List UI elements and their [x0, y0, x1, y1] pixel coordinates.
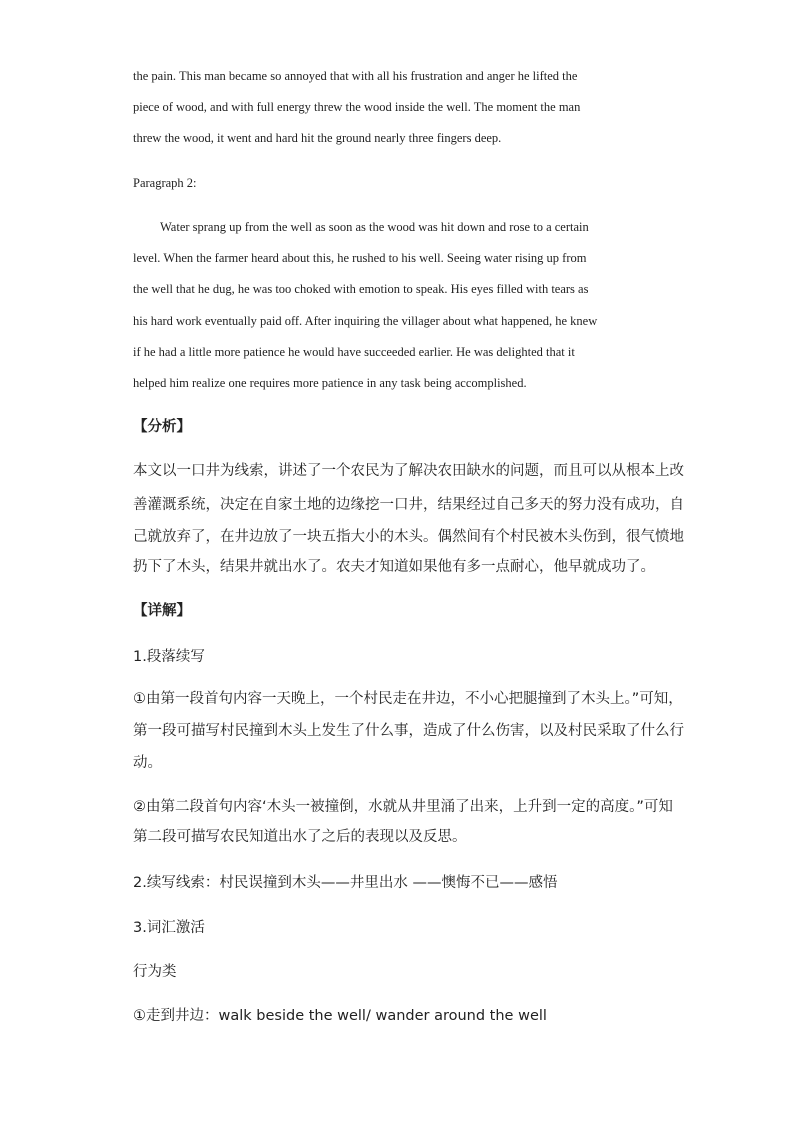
paragraph1-line-2: piece of wood, and with full energy threw the wood inside the well. The moment the man [133, 100, 581, 114]
paragraph2-line-4: his hard work eventually paid off. After inquiring the villager about what happened, he knew [133, 314, 598, 328]
category-label: 行为类 [133, 964, 177, 980]
analysis-line-3: 己就放弃了，在井边放了一块五指大小的木头。偶然间有个村民被木头伤到，很气愤地 [133, 529, 684, 545]
item1-line-2: 第一段可描写村民撞到木头上发生了什么事，造成了什么伤害，以及村民采取了什么行 [133, 723, 684, 739]
analysis-line-1: 本文以一口井为线索，讲述了一个农民为了解决农田缺水的问题，而且可以从根本上改 [133, 463, 684, 479]
item1-line-1: ①由第一段首句内容一天晚上，一个村民走在井边，不小心把腿撞到了木头上。”可知， [133, 691, 683, 707]
paragraph2-label: Paragraph 2: [133, 176, 197, 190]
analysis-line-4: 扔下了木头，结果井就出水了。农夫才知道如果他有多一点耐心，他早就成功了。 [133, 559, 655, 575]
section3-title: 3.词汇激活 [133, 920, 205, 936]
paragraph2-line-5: if he had a little more patience he would have succeeded earlier. He was delighted that it [133, 345, 575, 359]
paragraph2-line-3: the well that he dug, he was too choked with emotion to speak. His eyes filled with tears as [133, 282, 589, 296]
paragraph1-line-3: threw the wood, it went and hard hit the ground nearly three fingers deep. [133, 131, 502, 145]
item2-line-1: ②由第二段首句内容‘木头一被撞倒，水就从井里涌了出来，上升到一定的高度。”可知 [133, 799, 673, 815]
item1-line-3: 动。 [133, 755, 162, 771]
item2-line-2: 第二段可描写农民知道出水了之后的表现以及反思。 [133, 829, 467, 845]
detail-heading: 【详解】 [133, 603, 191, 619]
analysis-heading: 【分析】 [133, 419, 191, 435]
paragraph2-line-1: Water sprang up from the well as soon as the wood was hit down and rose to a certain [160, 220, 589, 234]
vocab-item-1: ①走到井边：walk beside the well/ wander around the well [133, 1008, 547, 1024]
paragraph1-line-1: the pain. This man became so annoyed that with all his frustration and anger he lifted the [133, 69, 578, 83]
section2-line: 2.续写线索：村民误撞到木头——井里出水 ——懊悔不已——感悟 [133, 875, 558, 891]
section1-title: 1.段落续写 [133, 649, 205, 665]
paragraph2-line-6: helped him realize one requires more patience in any task being accomplished. [133, 376, 527, 390]
analysis-line-2: 善灌溉系统，决定在自家土地的边缘挖一口井，结果经过自己多天的努力没有成功，自 [133, 497, 684, 513]
paragraph2-line-2: level. When the farmer heard about this, he rushed to his well. Seeing water rising up from [133, 251, 587, 265]
